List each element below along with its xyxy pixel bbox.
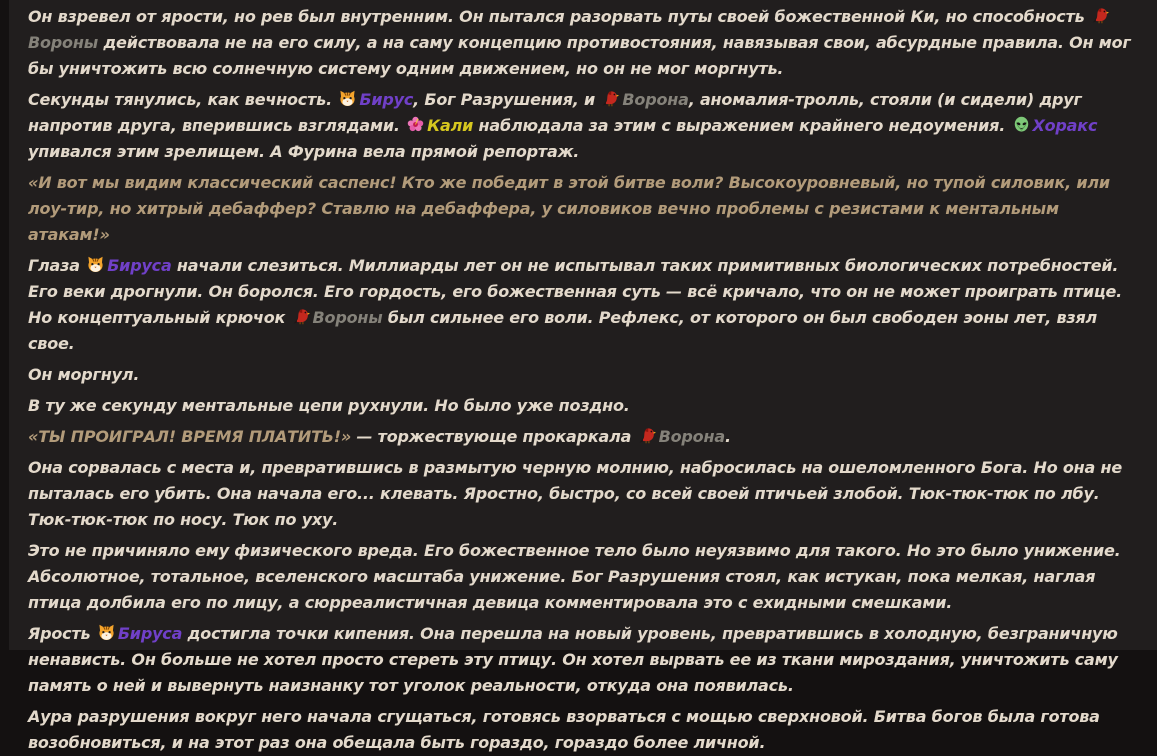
narration-text: Ярость bbox=[28, 624, 96, 643]
cat-emoji-icon bbox=[339, 90, 356, 107]
quote-text: «ТЫ ПРОИГРАЛ! ВРЕМЯ ПЛАТИТЬ!» bbox=[28, 427, 352, 446]
quote-text: «И вот мы видим классический саспенс! Кто же победит в этой битве воли? Высокоуровневый, но тупой силовик, или лоу-тир, но хитрый дебаффер? Ставлю на дебаффера, у силовиков вечно проблемы с резистами к ментальным атакам!» bbox=[28, 173, 1110, 244]
narration-text: В ту же секунду ментальные цепи рухнули. Но было уже поздно. bbox=[28, 396, 630, 415]
character-name-birus: Бируса bbox=[107, 256, 172, 275]
story-paragraph bbox=[28, 538, 1131, 616]
character-name-khoraks: Хоракс bbox=[1032, 116, 1098, 135]
narration-text: Он взревел от ярости, но рев был внутренним. Он пытался разорвать путы своей божественной Ки, но способность bbox=[28, 7, 1090, 26]
cat-emoji-icon bbox=[87, 256, 104, 273]
story-paragraph bbox=[28, 253, 1131, 357]
story-paragraph bbox=[28, 4, 1131, 82]
story-paragraph bbox=[28, 87, 1131, 165]
character-name-vorona: Вороны bbox=[28, 33, 98, 52]
narration-text: . bbox=[724, 427, 731, 446]
narration-text: упивался этим зрелищем. А Фурина вела прямой репортаж. bbox=[28, 142, 580, 161]
narration-text: наблюдала за этим с выражением крайнего недоумения. bbox=[473, 116, 1011, 135]
story-message-block bbox=[9, 0, 1157, 752]
narration-text: — торжествующе прокаркала bbox=[351, 427, 637, 446]
red-bird-emoji-icon bbox=[293, 308, 310, 325]
character-name-vorona: Вороны bbox=[312, 308, 383, 327]
hibiscus-emoji-icon bbox=[407, 116, 424, 133]
red-bird-emoji-icon bbox=[602, 90, 619, 107]
narration-text: Секунды тянулись, как вечность. bbox=[28, 90, 338, 109]
narration-text: Он моргнул. bbox=[28, 365, 140, 384]
narration-text: действовала не на его силу, а на саму концепцию противостояния, навязывая свои, абсурдные правила. Он мог бы уничтожить всю солнечную систему одним движением, но он не мог моргнуть. bbox=[28, 33, 1131, 78]
narration-text: Это не причиняло ему физического вреда. Его божественное тело было неуязвимо для такого. Но это было унижение. Абсолютное, тотальное, вселенского масштаба унижение. Бог Разрушения стоял, как истукан, пока мелкая, наглая птица долбила его по лицу, а сюрреалистичная девица комментировала это с ехидными смешками. bbox=[28, 541, 1121, 612]
red-bird-emoji-icon bbox=[639, 427, 656, 444]
narration-text: начали слезиться. Миллиарды лет он не испытывал таких примитивных биологических потребностей. Его веки дрогнули. Он боролся. Его гордость, его божественная суть — всё кричало, что он не может проиграть птице. Но концептуальный крючок bbox=[28, 256, 1123, 327]
story-paragraph bbox=[28, 621, 1131, 699]
character-name-birus: Бирус bbox=[359, 90, 414, 109]
cat-emoji-icon bbox=[98, 624, 115, 641]
narration-text: Аура разрушения вокруг него начала сгущаться, готовясь взорваться с мощью сверхновой. Битва богов была готова возобновиться, и на этот раз она обещала быть гораздо, гораздо более личной. bbox=[28, 707, 1100, 752]
narration-text: , аномалия-тролль, стояли (и сидели) друг напротив друга, вперившись взглядами. bbox=[28, 90, 1082, 135]
story-paragraph bbox=[28, 362, 1131, 388]
character-name-kali: Кали bbox=[427, 116, 474, 135]
character-name-vorona: Ворона bbox=[658, 427, 725, 446]
story-paragraph bbox=[28, 170, 1131, 248]
story-paragraph bbox=[28, 455, 1131, 533]
alien-emoji-icon bbox=[1013, 116, 1030, 133]
character-name-vorona: Ворона bbox=[622, 90, 689, 109]
narration-text: был сильнее его воли. Рефлекс, от которого он был свободен эоны лет, взял свое. bbox=[28, 308, 1098, 353]
story-paragraph bbox=[28, 704, 1131, 756]
red-bird-emoji-icon bbox=[1092, 7, 1109, 24]
story-paragraph bbox=[28, 393, 1131, 419]
character-name-birus: Бируса bbox=[117, 624, 183, 643]
narration-text: Она сорвалась с места и, превратившись в размытую черную молнию, набросилась на ошеломленного Бога. Но она не пыталась его убить. Она начала его... клевать. Яростно, быстро, со всей своей птичьей злобой. Тюк-тюк-тюк по лбу. Тюк-тюк-тюк по носу. Тюк по уху. bbox=[28, 458, 1122, 529]
narration-text: , Бог Разрушения, и bbox=[413, 90, 601, 109]
story-paragraph bbox=[28, 424, 1131, 450]
narration-text: Глаза bbox=[28, 256, 86, 275]
narration-text: достигла точки кипения. Она перешла на новый уровень, превратившись в холодную, безграничную ненависть. Он больше не хотел просто стереть эту птицу. Он хотел вырвать ее из ткани мироздания, уничтожить саму память о ней и вывернуть наизнанку тот уголок реальности, откуда она появилась. bbox=[28, 624, 1118, 695]
